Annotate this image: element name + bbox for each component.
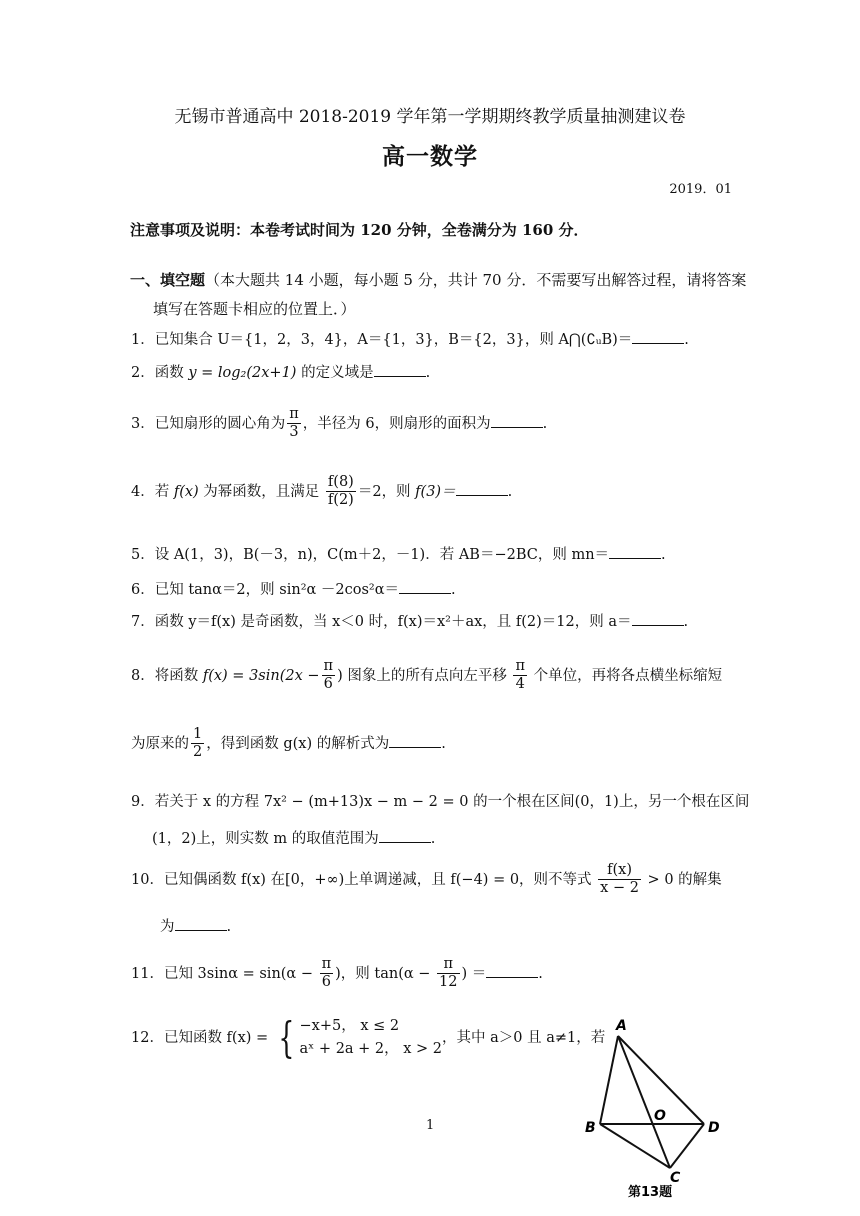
greater-than-zero: > 0 bbox=[642, 871, 674, 888]
question-4-prefix: 4．若 bbox=[131, 483, 174, 500]
question-11: 11．已知 3sinα = sin(α − $\frac{\pi}{6}$ )，则 tan(α − $\frac{\pi}{12}$ ) ＝ . bbox=[131, 956, 543, 991]
vertex-d-label: D bbox=[708, 1120, 720, 1136]
denominator: f(2) bbox=[327, 492, 354, 509]
numerator: 1 bbox=[191, 726, 204, 744]
section-desc-1: （本大题共 14 小题，每小题 5 分，共计 70 分．不需要写出解答过程，请将答案 bbox=[205, 271, 747, 289]
figure-caption: 第13题 bbox=[628, 1185, 673, 1200]
f3: f(3)＝ bbox=[415, 483, 456, 500]
line-ac bbox=[618, 1036, 670, 1168]
question-3: 3．已知扇形的圆心角为 $\frac{\pi}{3}$ ，半径为 6，则扇形的面积为 . bbox=[131, 406, 548, 441]
question-10-text: 10．已知偶函数 f(x) 在[0，+∞)上单调递减，且 f(−4) = 0，则不等式 bbox=[131, 871, 597, 888]
question-10 bbox=[131, 862, 722, 898]
numerator: π bbox=[322, 658, 336, 676]
question-8-text-2: 个单位，再将各点横坐标缩短 bbox=[528, 667, 723, 684]
question-8-prefix: 8．将函数 bbox=[131, 667, 203, 684]
question-8-cont: 为原来的 $\frac{1}{2}$ ，得到函数 g(x) 的解析式为 . bbox=[131, 726, 446, 761]
numerator: π bbox=[287, 406, 301, 424]
fraction-fx-x-2 bbox=[598, 862, 641, 898]
denominator: 12 bbox=[439, 974, 458, 991]
exam-date: 2019．01 bbox=[669, 182, 732, 197]
function-expression: f(x) = 3sin(2x − bbox=[202, 667, 320, 684]
section-desc-2: 填写在答题卡相应的位置上．） bbox=[153, 300, 356, 318]
vertex-c-label: C bbox=[670, 1170, 681, 1186]
question-10-cont: 为 . bbox=[160, 919, 232, 935]
question-3-prefix: 3．已知扇形的圆心角为 bbox=[131, 415, 286, 432]
question-4: 4．若 f(x) 为幂函数，且满足 $\frac{f(8)}{f(2)}$ ＝2，则 f(3)＝ . bbox=[131, 474, 513, 509]
line-ab bbox=[600, 1036, 618, 1124]
fraction-pi-3 bbox=[287, 406, 301, 442]
section-heading-line bbox=[130, 269, 746, 290]
question-12-text: 12．已知函数 f(x) = bbox=[131, 1030, 273, 1047]
question-8-text: 图象上的所有点向左平移 bbox=[342, 667, 512, 684]
vertex-a-label: A bbox=[616, 1018, 627, 1034]
answer-blank bbox=[609, 546, 661, 559]
vertex-b-label: B bbox=[585, 1120, 596, 1136]
fraction-1-2 bbox=[191, 726, 204, 762]
question-4-then: ，则 bbox=[381, 483, 416, 500]
numerator: f(x) bbox=[598, 862, 641, 880]
answer-blank bbox=[456, 483, 508, 496]
geometry-figure bbox=[580, 1010, 740, 1210]
numerator: π bbox=[513, 658, 527, 676]
line-cd bbox=[670, 1124, 704, 1168]
question-9 bbox=[131, 794, 749, 811]
answer-blank bbox=[632, 613, 684, 626]
question-7-text: 7．函数 y＝f(x) 是奇函数，当 x＜0 时，f(x)＝x²＋ax，且 f(2)＝12，则 a＝ bbox=[131, 614, 632, 630]
equals-two: ＝2 bbox=[357, 483, 382, 500]
piecewise-brace: { bbox=[278, 1013, 295, 1063]
question-9-text-2: (1，2)上，则实数 m 的取值范围为 bbox=[152, 831, 379, 847]
denominator: 6 bbox=[323, 676, 333, 693]
notice-text: 注意事项及说明：本卷考试时间为 120 分钟，全卷满分为 160 分． bbox=[130, 221, 589, 239]
answer-blank bbox=[389, 735, 441, 748]
question-4-text: 为幂函数，且满足 bbox=[198, 483, 324, 500]
question-11-text-2: )，则 tan(α − bbox=[335, 965, 436, 982]
question-2-text: 的定义域是 bbox=[296, 365, 374, 381]
question-6-text: 6．已知 tanα＝2，则 sin²α －2cos²α＝ bbox=[131, 582, 400, 598]
answer-blank bbox=[175, 918, 227, 931]
denominator: 4 bbox=[515, 676, 525, 693]
fx: f(x) bbox=[173, 483, 199, 500]
question-8 bbox=[131, 658, 722, 694]
numerator: π bbox=[437, 956, 459, 974]
question-8-text-4: ，得到函数 g(x) 的解析式为 bbox=[206, 735, 390, 752]
section-heading: 一、填空题 bbox=[130, 271, 206, 289]
fraction-pi-4 bbox=[513, 658, 527, 694]
case-2: aˣ + 2a + 2， x > 2 bbox=[299, 1041, 443, 1058]
question-10-text-3: 为 bbox=[160, 919, 175, 935]
denominator: 6 bbox=[321, 974, 331, 991]
log-expression: y = log₂(2x+1) bbox=[188, 365, 297, 381]
question-1-text: 1．已知集合 U＝{1，2，3，4}，A＝{1，3}，B＝{2，3}，则 A⋂(∁ᵤB)＝ bbox=[131, 332, 633, 348]
question-11-text-3: ) ＝ bbox=[461, 965, 487, 982]
answer-blank bbox=[491, 415, 543, 428]
figure-lines bbox=[600, 1036, 704, 1168]
question-2-prefix: 2．函数 bbox=[131, 365, 189, 381]
denominator: 3 bbox=[289, 424, 299, 441]
question-5-text: 5．设 A(1，3)，B(－3，n)，C(m＋2，－1)．若 AB＝−2BC，则 mn＝ bbox=[131, 547, 610, 563]
numerator: f(8) bbox=[326, 474, 356, 492]
question-9-text: 9．若关于 x 的方程 7x² − (m+13)x − m − 2 = 0 的一个根在区间(0，1)上，另一个根在区间 bbox=[131, 794, 750, 810]
answer-blank bbox=[486, 965, 538, 978]
line-bc bbox=[600, 1124, 670, 1168]
question-3-text: ，半径为 6，则扇形的面积为 bbox=[302, 415, 491, 432]
question-9-cont: (1，2)上，则实数 m 的取值范围为 . bbox=[152, 831, 436, 847]
question-12-text-2: ，其中 a＞0 且 a≠1，若 bbox=[442, 1030, 606, 1047]
question-11-text: 11．已知 3sinα = sin(α − bbox=[131, 965, 318, 982]
answer-blank bbox=[374, 364, 426, 377]
page-number: 1 bbox=[426, 1118, 435, 1133]
case-1: −x+5， x ≤ 2 bbox=[299, 1018, 400, 1034]
question-7: 7．函数 y＝f(x) 是奇函数，当 x＜0 时，f(x)＝x²＋ax，且 f(2)＝12，则 a＝ . bbox=[131, 614, 689, 630]
numerator: π bbox=[320, 956, 334, 974]
fraction-pi-12 bbox=[437, 956, 459, 992]
question-12 bbox=[131, 1015, 605, 1061]
piecewise-cases bbox=[300, 1015, 443, 1061]
question-5: 5．设 A(1，3)，B(－3，n)，C(m＋2，－1)．若 AB＝−2BC，则 mn＝ . bbox=[131, 547, 666, 563]
answer-blank bbox=[379, 830, 431, 843]
answer-blank bbox=[399, 581, 451, 594]
fraction-pi-6 bbox=[322, 658, 336, 694]
fraction-pi-6 bbox=[320, 956, 334, 992]
question-8-text-3: 为原来的 bbox=[131, 735, 189, 752]
point-o-label: O bbox=[654, 1108, 666, 1124]
question-6: 6．已知 tanα＝2，则 sin²α －2cos²α＝ . bbox=[131, 582, 456, 598]
denominator: 2 bbox=[193, 744, 203, 761]
answer-blank bbox=[632, 331, 684, 344]
question-10-text-2: 的解集 bbox=[673, 871, 722, 888]
exam-subtitle: 高一数学 bbox=[382, 143, 478, 170]
question-1: 1．已知集合 U＝{1，2，3，4}，A＝{1，3}，B＝{2，3}，则 A⋂(∁ᵤB)＝ . bbox=[131, 332, 689, 348]
question-2: 2．函数 y = log₂(2x+1) 的定义域是 . bbox=[131, 365, 431, 381]
close-paren: ) bbox=[337, 667, 343, 684]
exam-title: 无锡市普通高中 2018-2019 学年第一学期期终教学质量抽测建议卷 bbox=[174, 107, 686, 127]
denominator: x − 2 bbox=[600, 880, 639, 897]
fraction-f8-f2 bbox=[326, 474, 356, 510]
